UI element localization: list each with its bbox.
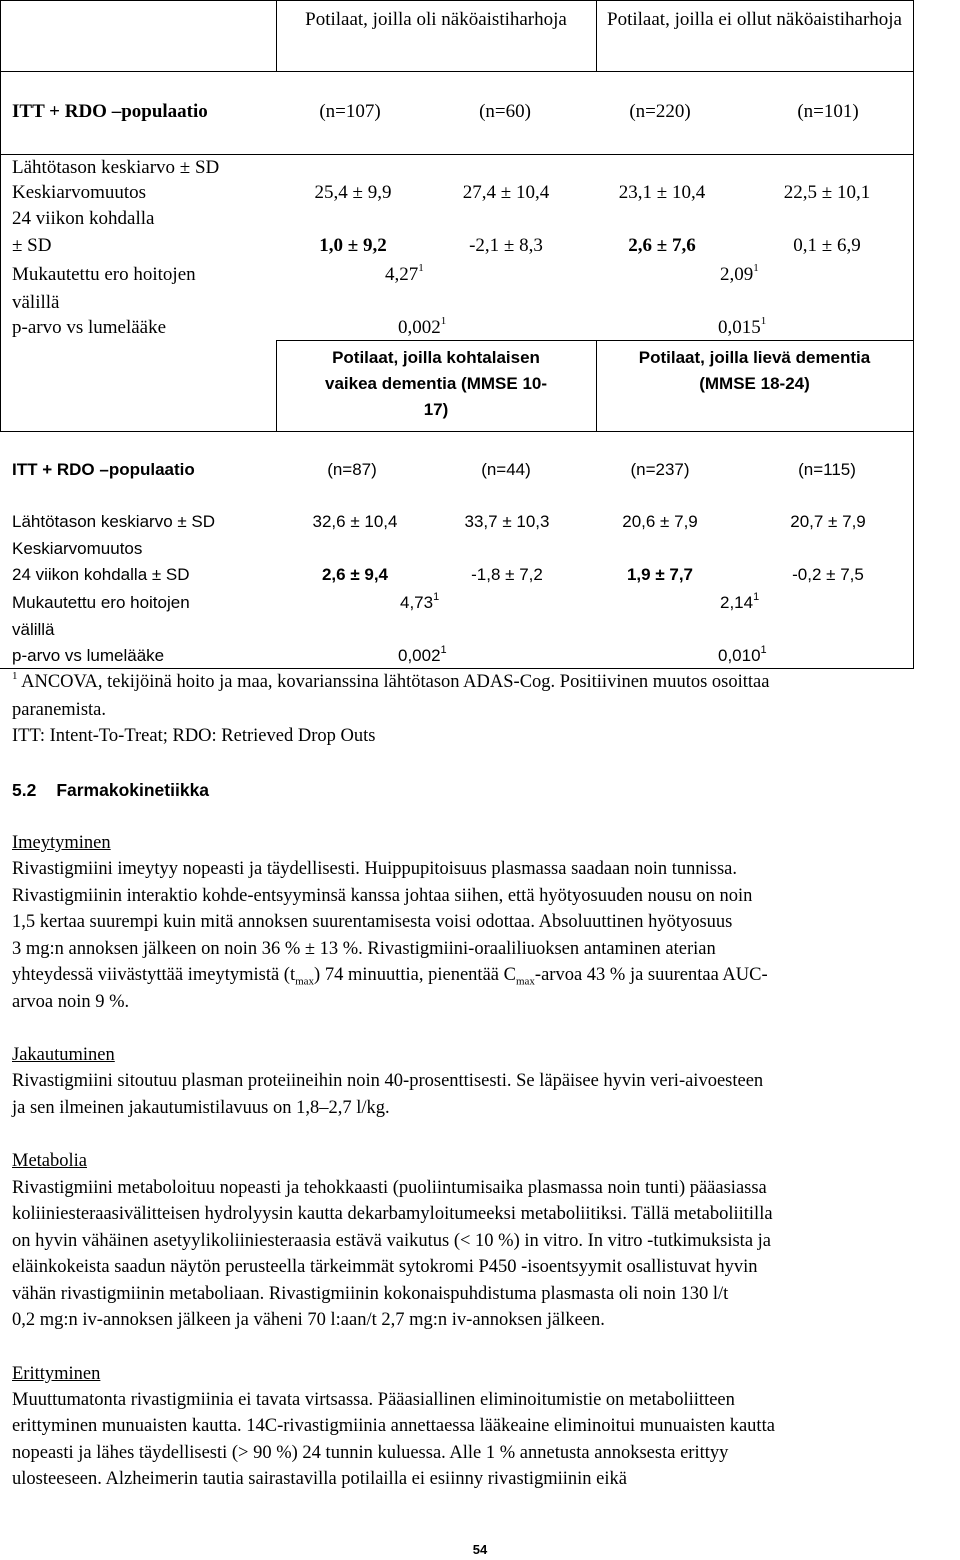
paragraph-line: ja sen ilmeinen jakautumistilavuus on 1,8–2,7 l/kg.: [12, 1098, 390, 1118]
change-value: -1,8 ± 7,2: [471, 565, 543, 584]
row-label-adjusted-difference: Mukautettu ero hoitojen: [12, 264, 196, 285]
row-label-change: Keskiarvomuutos: [12, 182, 147, 203]
paragraph-line: Rivastigmiinin interaktio kohde-entsyyminsä kanssa johtaa siihen, että hyötyosuuden nousu on noin: [12, 886, 753, 906]
paragraph-line: nopeasti ja lähes täydellisesti (> 90 %) 24 tunnin kuluessa. Alle 1 % annetusta annoksesta erittyy: [12, 1443, 729, 1463]
paragraph-line: yhteydessä viivästyttää imeytymistä $(t_{max})$ 74 minuuttia, pienentää $C_{max}$-arvoa 43 % ja suurentaa AUC-: [12, 965, 768, 988]
paragraph-line: erittyminen munuaisten kautta. 14C-rivastigmiinia annettaessa lääkeaine eliminoitui munuaisten kautta: [12, 1416, 775, 1436]
col-header-no-hallucinations: Potilaat, joilla ei ollut näköaistiharhoja: [607, 9, 902, 30]
n-value: (n=220): [629, 101, 691, 122]
row-label-change: 24 viikon kohdalla ± SD: [12, 565, 190, 584]
adjusted-difference-value: 4,73$^1$: [400, 591, 440, 612]
row-label-p-value: p-arvo vs lumelääke: [12, 317, 167, 338]
baseline-value: 27,4 ± 10,4: [462, 182, 550, 203]
p-value: 0,015$^1$: [718, 315, 767, 338]
row-label-adjusted-difference: Mukautettu ero hoitojen: [12, 593, 190, 612]
section-number: 5.2: [12, 780, 37, 800]
paragraph-line: Rivastigmiini imeytyy nopeasti ja täydellisesti. Huippupitoisuus plasmassa saadaan noin tunnissa.: [12, 859, 738, 879]
baseline-value: 20,6 ± 7,9: [622, 512, 698, 531]
row-label-baseline: Lähtötason keskiarvo ± SD: [12, 512, 216, 531]
n-value: (n=107): [319, 101, 381, 122]
change-value: 2,6 ± 9,4: [321, 565, 389, 584]
baseline-value: 23,1 ± 10,4: [618, 182, 706, 203]
baseline-value: 20,7 ± 7,9: [790, 512, 866, 531]
section-title: Farmakokinetiikka: [56, 780, 210, 800]
paragraph-line: Rivastigmiini metaboloituu nopeasti ja tehokkaasti (puoliintumisaika plasmassa noin tunti) pääasiassa: [12, 1178, 767, 1198]
row-label-itt: ITT + RDO –populaatio: [12, 460, 195, 479]
p-value: 0,002$^1$: [398, 644, 447, 665]
paragraph-line: koliiniesteraasivälitteisen hydrolyysin kautta dekarbamyloitumeeksi metaboliitiksi. Tällä metaboliitilla: [12, 1204, 773, 1224]
n-value: (n=44): [481, 460, 531, 479]
paragraph-line: ulosteeseen. Alzheimerin tautia sairastavilla potilailla ei esiinny rivastigmiinin eikä: [12, 1469, 627, 1489]
p-value: 0,010$^1$: [718, 644, 767, 665]
change-value: 0,1 ± 6,9: [793, 235, 861, 256]
paragraph-line: 1,5 kertaa suurempi kuin mitä annoksen suurentamisesta voisi odottaa. Absoluuttinen hyötyosuus: [12, 912, 733, 932]
row-label-change: ± SD: [12, 235, 52, 256]
distribution-heading: Jakautuminen: [12, 1045, 115, 1065]
adjusted-difference-value: 4,27$^1$: [385, 262, 424, 285]
change-value: -2,1 ± 8,3: [469, 235, 543, 256]
row-label-change: 24 viikon kohdalla: [12, 208, 155, 229]
n-value: (n=87): [327, 460, 377, 479]
change-value: 2,6 ± 7,6: [628, 235, 696, 256]
row-label-adjusted-difference: välillä: [12, 620, 55, 639]
baseline-value: 33,7 ± 10,3: [464, 512, 550, 531]
row-label-adjusted-difference: välillä: [12, 292, 60, 313]
baseline-value: 22,5 ± 10,1: [783, 182, 871, 203]
row-label-itt: ITT + RDO –populaatio: [12, 101, 208, 122]
paragraph-line: Muuttumatonta rivastigmiinia ei tavata virtsassa. Pääasiallinen eliminoitumistie on metaboliitteen: [12, 1390, 735, 1410]
footnote-itt: ITT: Intent-To-Treat; RDO: Retrieved Drop Outs: [12, 726, 376, 746]
change-value: 1,9 ± 7,7: [626, 565, 694, 584]
paragraph-line: on hyvin vähäinen asetyylikoliiniesteraasia estävä vaikutus (< 10 %) in vitro. In vitro -tutkimuksista ja: [12, 1231, 772, 1251]
baseline-value: 25,4 ± 9,9: [314, 182, 392, 203]
n-value: (n=115): [798, 460, 856, 479]
paragraph-line: 3 mg:n annoksen jälkeen on noin 36 % ± 13 %. Rivastigmiini-oraaliliuoksen antaminen aterian: [12, 939, 716, 959]
col-header-mild-dementia: Potilaat, joilla lievä dementia (MMSE 18-24): [638, 348, 871, 393]
paragraph-line: arvoa noin 9 %.: [12, 992, 130, 1012]
paragraph-line: Rivastigmiini sitoutuu plasman proteiineihin noin 40-prosenttisesti. Se läpäisee hyvin veri-aivoesteen: [12, 1071, 764, 1091]
section-heading: [12, 780, 209, 801]
adjusted-difference-value: 2,14$^1$: [720, 591, 760, 612]
page-number: 54: [472, 1542, 488, 1557]
row-label-p-value: p-arvo vs lumelääke: [12, 646, 165, 665]
elimination-heading: Erittyminen: [12, 1364, 101, 1384]
adjusted-difference-value: 2,09$^1$: [720, 262, 759, 285]
row-label-baseline: Lähtötason keskiarvo ± SD: [12, 157, 220, 178]
paragraph-line: eläinkokeista saadun näytön perusteella tärkeimmät sytokromi P450 -isoentsyymit osallistuvat hyvin: [12, 1257, 758, 1277]
col-header-hallucinations: Potilaat, joilla oli näköaistiharhoja: [305, 9, 567, 30]
n-value: (n=237): [630, 460, 690, 479]
n-value: (n=60): [479, 101, 531, 122]
change-value: -0,2 ± 7,5: [792, 565, 864, 584]
row-label-change: Keskiarvomuutos: [12, 539, 143, 558]
n-value: (n=101): [797, 101, 859, 122]
footnote-ancova: $^1$ ANCOVA, tekijöinä hoito ja maa, kovarianssina lähtötason ADAS-Cog. Positiivinen muutos osoittaa: [12, 670, 770, 692]
p-value: 0,002$^1$: [398, 315, 447, 338]
paragraph-line: 0,2 mg:n iv-annoksen jälkeen ja väheni 70 l:aan/t 2,7 mg:n iv-annoksen jälkeen.: [12, 1310, 605, 1330]
change-value: 1,0 ± 9,2: [319, 235, 387, 256]
col-header-moderate-dementia: Potilaat, joilla kohtalaisen vaikea dementia (MMSE 10- 17): [324, 348, 548, 419]
paragraph-line: vähän rivastigmiinin metaboliaan. Rivastigmiinin kokonaispuhdistuma plasmasta oli noin 130 l/t: [12, 1284, 729, 1304]
baseline-value: 32,6 ± 10,4: [312, 512, 398, 531]
absorption-heading: Imeytyminen: [12, 833, 111, 853]
metabolism-heading: Metabolia: [12, 1151, 88, 1171]
footnote-ancova-cont: paranemista.: [12, 700, 106, 720]
